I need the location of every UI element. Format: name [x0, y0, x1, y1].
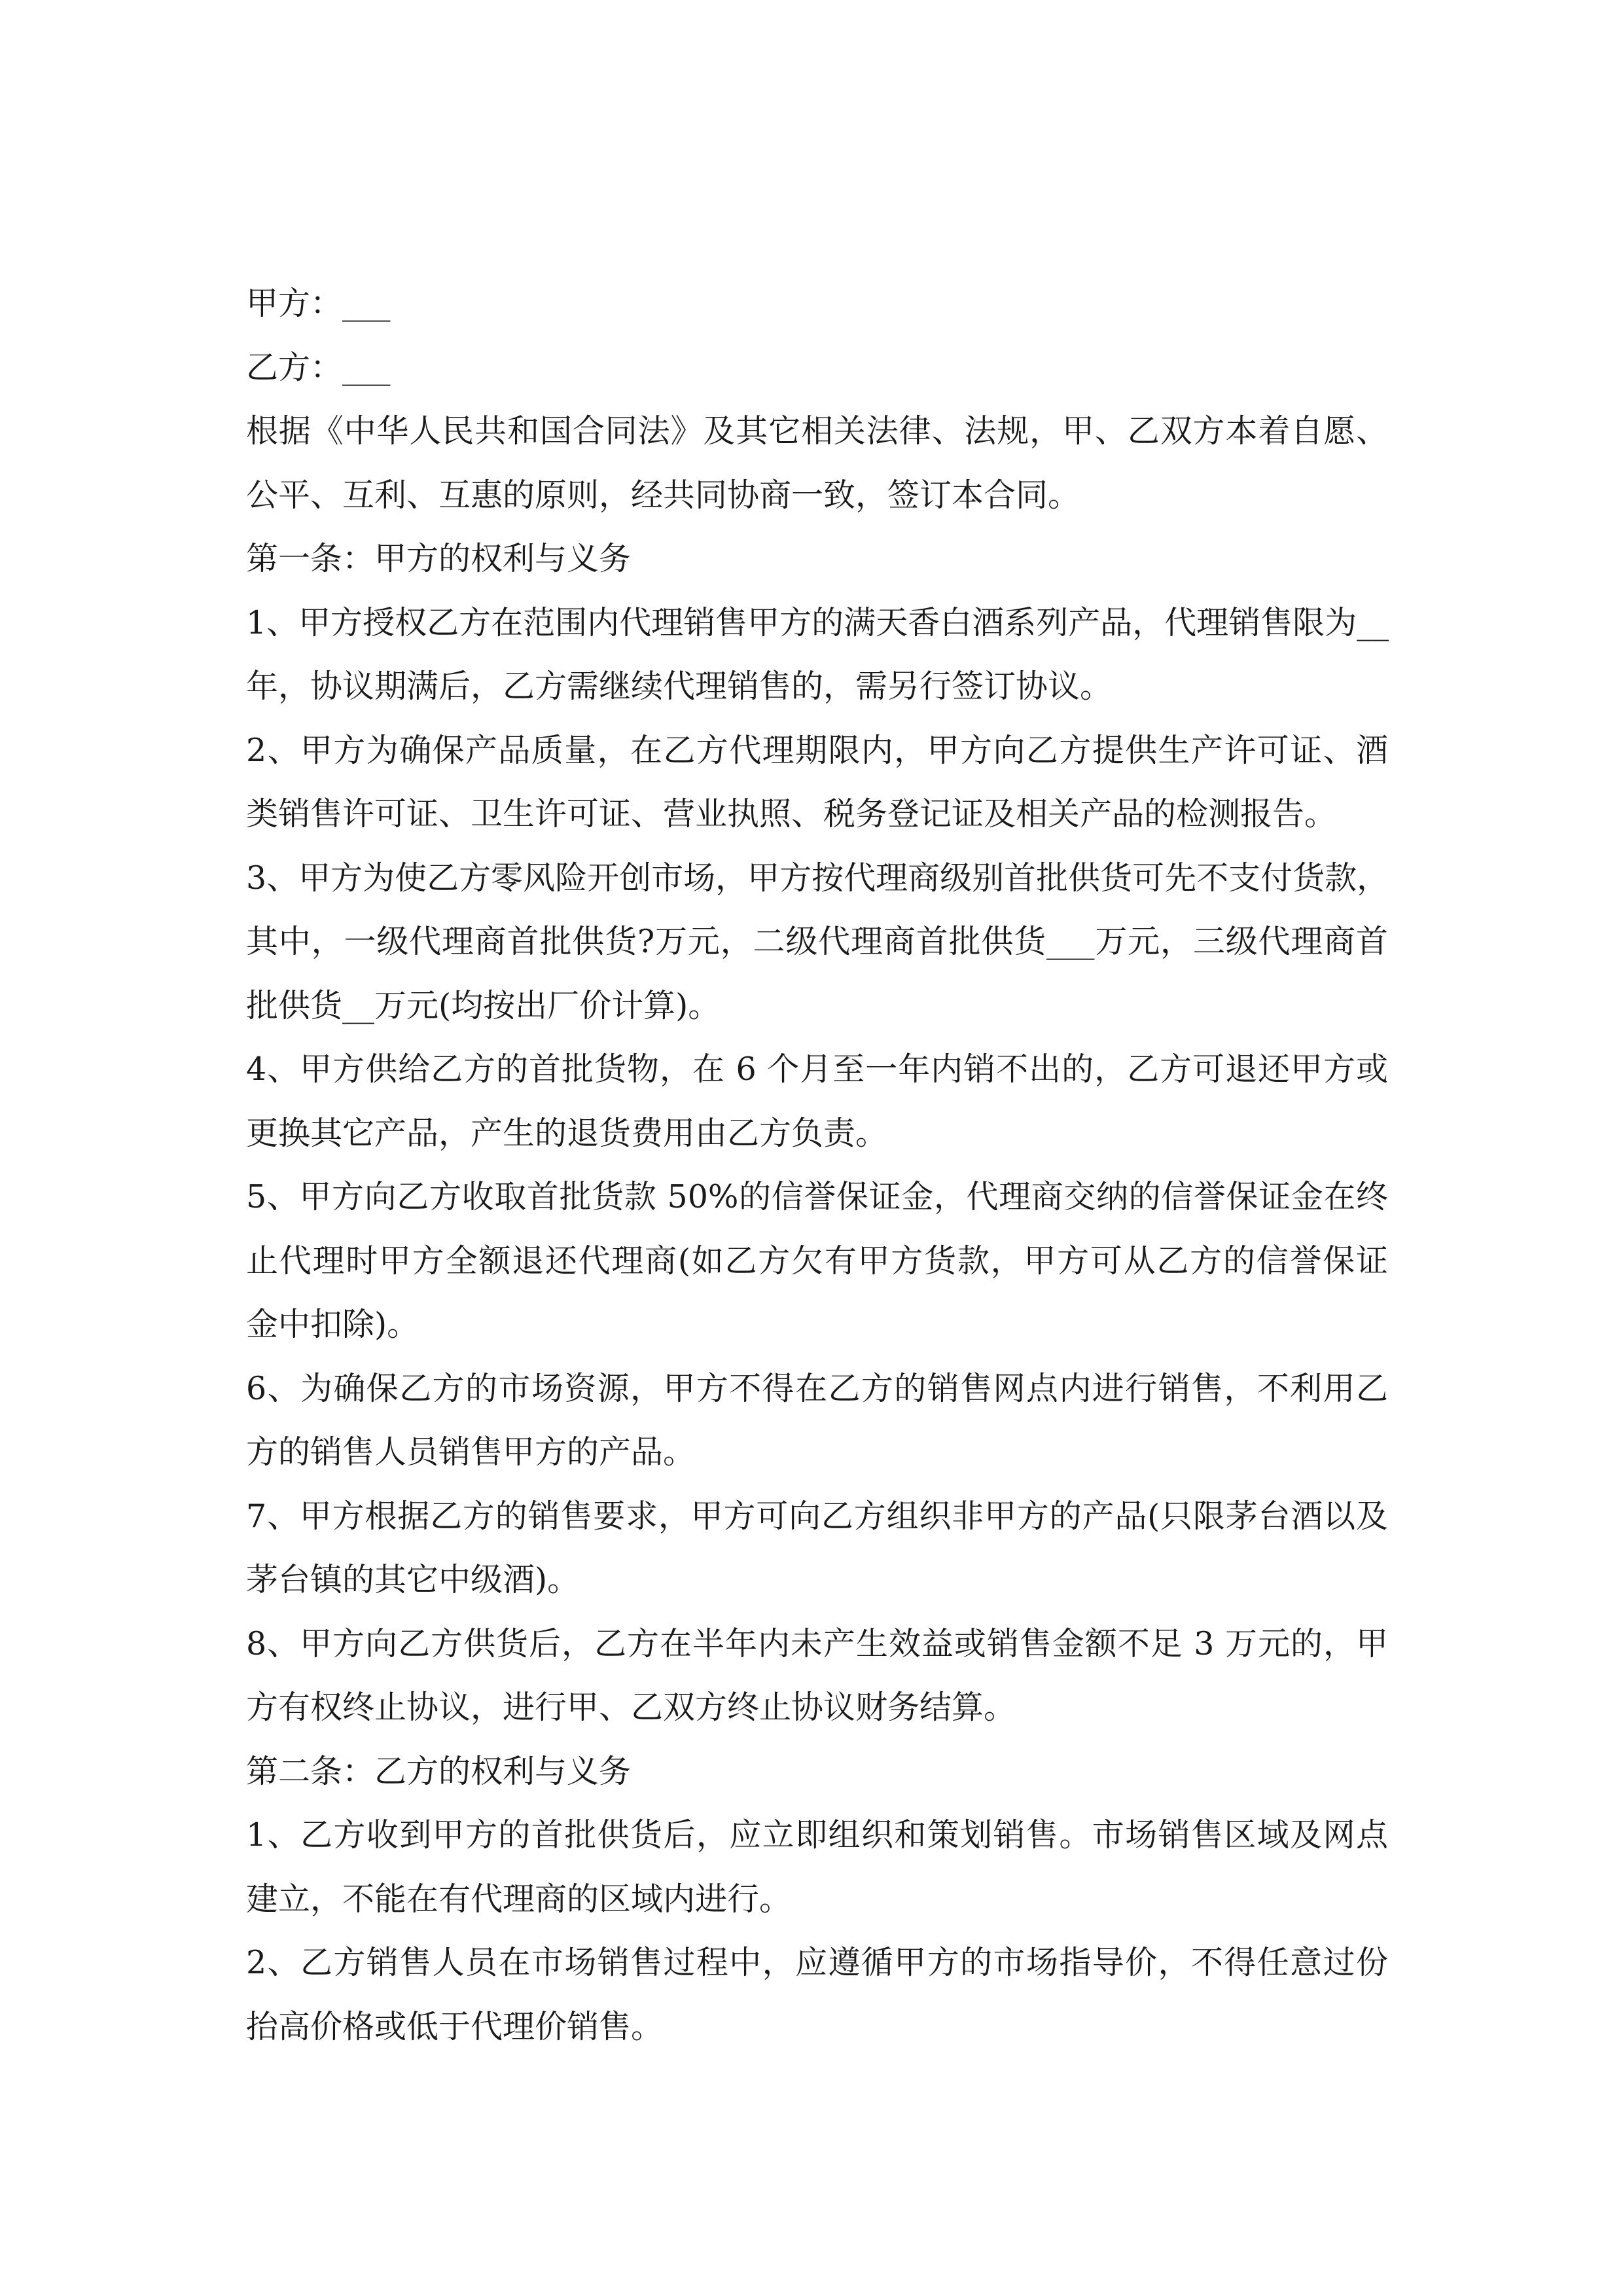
clause-line: 类销售许可证、卫生许可证、营业执照、税务登记证及相关产品的检测报告。 [246, 795, 1337, 833]
clause-line: 1、甲方授权乙方在范围内代理销售甲方的满天香白酒系列产品，代理销售限为__ [246, 603, 1389, 641]
clause-line: 更换其它产品，产生的退货费用由乙方负责。 [246, 1114, 888, 1152]
clause-line: 2、乙方销售人员在市场销售过程中，应遵循甲方的市场指导价，不得任意过份 [246, 1944, 1388, 1981]
document-body [246, 272, 1388, 2058]
clause-line: 方有权终止协议，进行甲、乙双方终止协议财务结算。 [246, 1689, 1016, 1726]
clause-line: 方的销售人员销售甲方的产品。 [246, 1433, 696, 1471]
clause-line: 其中，一级代理商首批供货?万元，二级代理商首批供货___万元，三级代理商首 [246, 923, 1388, 960]
preamble-line: 公平、互利、互惠的原则，经共同协商一致，签订本合同。 [246, 476, 1080, 514]
clause-line: 3、甲方为使乙方零风险开创市场，甲方按代理商级别首批供货可先不支付货款， [246, 859, 1389, 897]
clause-line: 4、甲方供给乙方的首批货物，在 6 个月至一年内销不出的，乙方可退还甲方或 [246, 1050, 1388, 1088]
clause-line: 茅台镇的其它中级酒)。 [246, 1561, 580, 1598]
clause-line: 金中扣除)。 [246, 1306, 419, 1343]
clause-line: 1、乙方收到甲方的首批供货后，应立即组织和策划销售。市场销售区域及网点 [246, 1816, 1388, 1854]
preamble-line: 根据《中华人民共和国合同法》及其它相关法律、法规，甲、乙双方本着自愿、 [246, 412, 1388, 450]
clause-line: 批供货__万元(均按出厂价计算)。 [246, 986, 721, 1024]
clause-line: 止代理时甲方全额退还代理商(如乙方欠有甲方货款，甲方可从乙方的信誉保证 [246, 1242, 1388, 1280]
clause-line: 建立，不能在有代理商的区域内进行。 [246, 1880, 792, 1918]
article-heading: 第二条：乙方的权利与义务 [246, 1752, 632, 1790]
party-a-line: 甲方：___ [246, 285, 391, 322]
clause-line: 抬高价格或低于代理价销售。 [246, 2007, 664, 2045]
clause-line: 6、为确保乙方的市场资源，甲方不得在乙方的销售网点内进行销售，不利用乙 [246, 1369, 1388, 1407]
article-heading: 第一条：甲方的权利与义务 [246, 540, 632, 577]
party-b-line: 乙方：___ [246, 348, 391, 386]
clause-line: 8、甲方向乙方供货后，乙方在半年内未产生效益或销售金额不足 3 万元的，甲 [246, 1624, 1388, 1662]
clause-line: 2、甲方为确保产品质量，在乙方代理期限内，甲方向乙方提供生产许可证、酒 [246, 731, 1388, 769]
clause-line: 7、甲方根据乙方的销售要求，甲方可向乙方组织非甲方的产品(只限茅台酒以及 [246, 1497, 1388, 1535]
clause-line: 年，协议期满后，乙方需继续代理销售的，需另行签订协议。 [246, 668, 1113, 705]
clause-line: 5、甲方向乙方收取首批货款 50%的信誉保证金，代理商交纳的信誉保证金在终 [246, 1178, 1388, 1215]
